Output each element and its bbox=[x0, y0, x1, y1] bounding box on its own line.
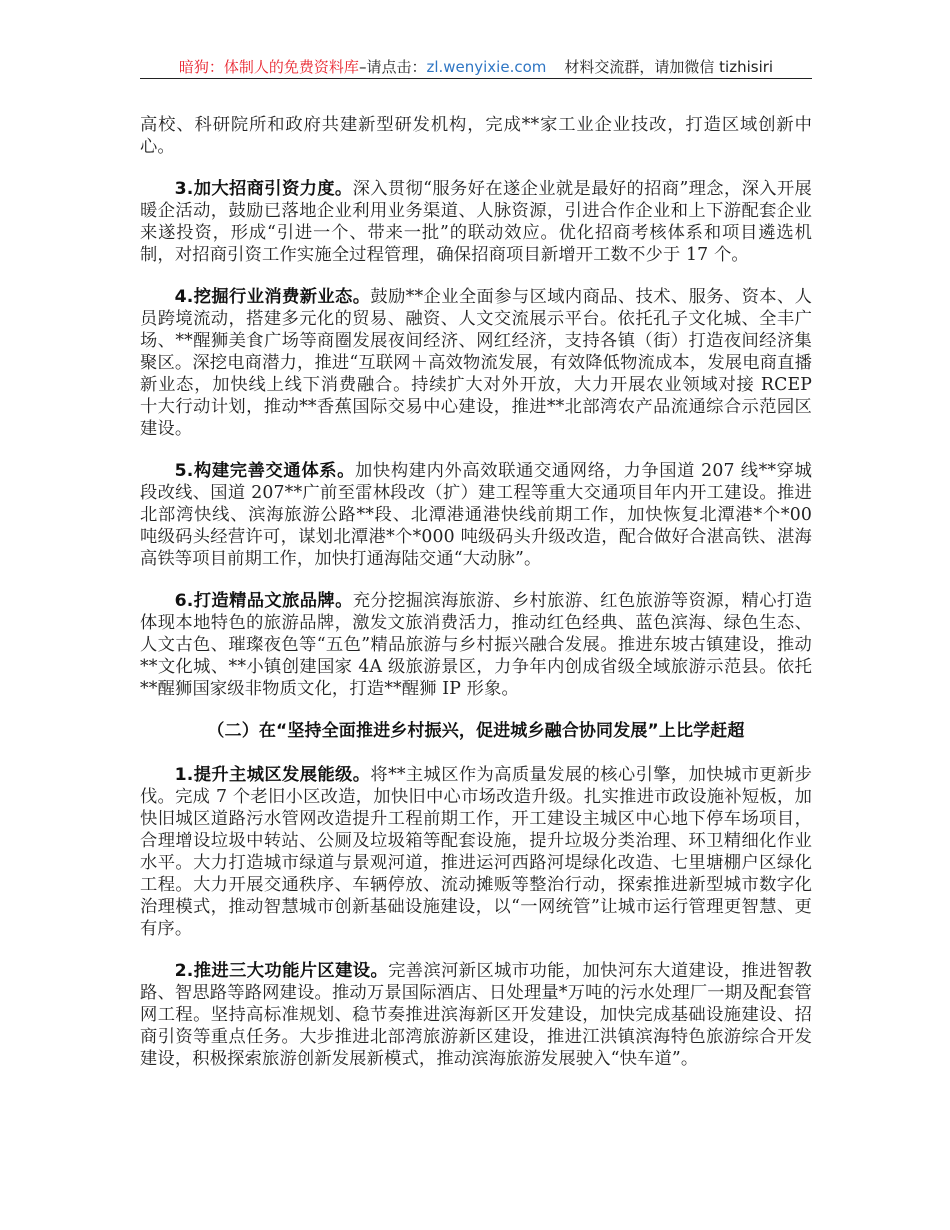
paragraph-text: 深入贯彻“服务好在遂企业就是最好的招商”理念，深入开展暖企活动，鼓励已落地企业利用业务渠道、人脉资源，引进合作企业和上下游配套企业来遂投资，形成“引进一个、带来一批”的联动效应。优化招商考核体系和项目遴选机制，对招商引资工作实施全过程管理，确保招商项目新增开工数不少于 17 个。 bbox=[140, 179, 812, 265]
section-title: （二）在“坚持全面推进乡村振兴，促进城乡融合协同发展”上比学赶超 bbox=[207, 721, 745, 741]
paragraph-heading: 1.提升主城区发展能级。 bbox=[174, 765, 371, 785]
paragraph-heading: 5.构建完善交通体系。 bbox=[174, 461, 356, 481]
section-paragraph-item-2 bbox=[140, 960, 812, 1070]
paragraph-item-4 bbox=[140, 286, 812, 440]
page-header-banner bbox=[140, 56, 812, 79]
header-brand-text: 暗狗：体制人的免费资料库 bbox=[178, 58, 359, 76]
header-prompt-text: –请点击： bbox=[358, 58, 427, 76]
header-website-link[interactable]: zl.wenyixie.com bbox=[426, 58, 547, 76]
paragraph-text: 完善滨河新区城市功能，加快河东大道建设，推进智教路、智思路等路网建设。推动万景国际酒店、日处理量*万吨的污水处理厂一期及配套管网工程。坚持高标准规划、稳节奏推进滨海新区开发建设，加快完成基础设施建设、招商引资等重点任务。大步推进北部湾旅游新区建设，推进江洪镇滨海特色旅游综合开发建设，积极探索旅游创新发展新模式，推动滨海旅游发展驶入“快车道”。 bbox=[140, 961, 812, 1069]
paragraph-heading: 3.加大招商引资力度。 bbox=[174, 179, 353, 199]
paragraph-text: 加快构建内外高效联通交通网络，力争国道 207 线**穿城段改线、国道 207**广前至雷林段改（扩）建工程等重大交通项目年内开工建设。推进北部湾快线、滨海旅游公路**段、北潭港通港快线前期工作，加快恢复北潭港*个*00 吨级码头经营许可，谋划北潭港*个*000 吨级码头升级改造，配合做好合湛高铁、湛海高铁等项目前期工作，加快打通海陆交通“大动脉”。 bbox=[140, 461, 812, 569]
section-paragraph-item-1 bbox=[140, 764, 812, 940]
paragraph-item-5 bbox=[140, 460, 812, 570]
paragraph-heading: 6.打造精品文旅品牌。 bbox=[174, 591, 353, 611]
paragraph-text: 将**主城区作为高质量发展的核心引擎，加快城市更新步伐。完成 7 个老旧小区改造，加快旧中心市场改造升级。扎实推进市政设施补短板，加快旧城区道路污水管网改造提升工程前期工作，开工建设主城区中心地下停车场项目，合理增设垃圾中转站、公厕及垃圾箱等配套设施，提升垃圾分类治理、环卫精细化作业水平。大力打造城市绿道与景观河道，推进运河西路河堤绿化改造、七里塘棚户区绿化工程。大力开展交通秩序、车辆停放、流动摊贩等整治行动，探索推进新型城市数字化治理模式，推动智慧城市创新基础设施建设，以“一网统管”让城市运行管理更智慧、更有序。 bbox=[140, 765, 813, 939]
paragraph-continuation bbox=[140, 114, 812, 158]
document-body bbox=[140, 114, 812, 1090]
paragraph-text: 高校、科研院所和政府共建新型研发机构，完成**家工业企业技改，打造区域创新中心。 bbox=[140, 115, 812, 157]
paragraph-item-6 bbox=[140, 590, 812, 700]
paragraph-text: 充分挖掘滨海旅游、乡村旅游、红色旅游等资源，精心打造体现本地特色的旅游品牌，激发文旅消费活力，推动红色经典、蓝色滨海、绿色生态、人文古色、璀璨夜色等“五色”精品旅游与乡村振兴融合发展。推进东坡古镇建设，推动**文化城、**小镇创建国家 4A 级旅游景区，力争年内创成省级全域旅游示范县。依托**醒狮国家级非物质文化，打造**醒狮 IP 形象。 bbox=[140, 591, 812, 699]
paragraph-heading: 4.挖掘行业消费新业态。 bbox=[174, 287, 371, 307]
paragraph-text: 鼓励**企业全面参与区域内商品、技术、服务、资本、人员跨境流动，搭建多元化的贸易、融资、人文交流展示平台。依托孔子文化城、全丰广场、**醒狮美食广场等商圈发展夜间经济、网红经济，支持各镇（街）打造夜间经济集聚区。深挖电商潜力，推进“互联网＋高效物流发展，有效降低物流成本，发展电商直播新业态，加快线上线下消费融合。持续扩大对外开放，大力开展农业领域对接 RCEP 十大行动计划，推动**香蕉国际交易中心建设，推进**北部湾农产品流通综合示范园区建设。 bbox=[140, 287, 813, 439]
paragraph-item-3 bbox=[140, 178, 812, 266]
paragraph-heading: 2.推进三大功能片区建设。 bbox=[174, 961, 389, 981]
header-contact-text: 材料交流群，请加微信 tizhisiri bbox=[564, 58, 774, 76]
